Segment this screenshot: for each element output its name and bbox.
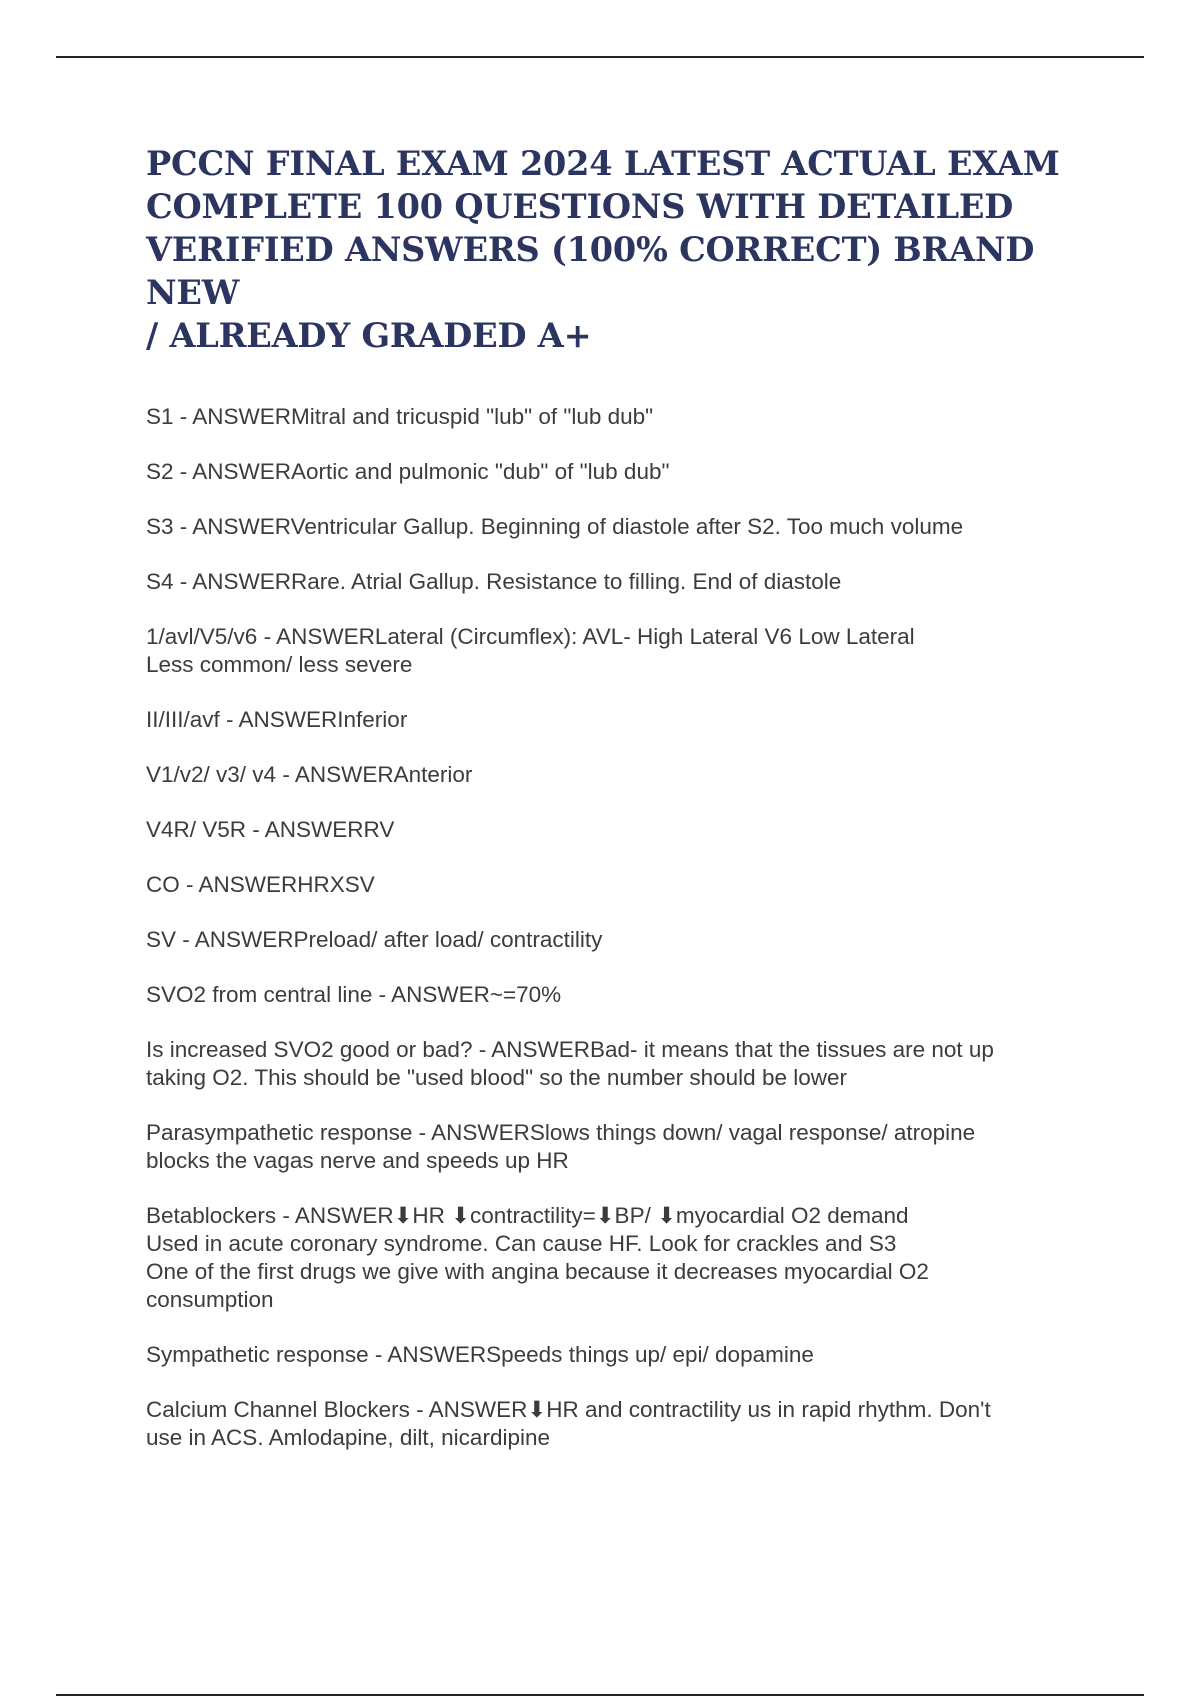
qa-entry-line: One of the first drugs we give with angina because it decreases myocardial O2: [146, 1259, 929, 1284]
qa-entry-line: Is increased SVO2 good or bad? - ANSWERBad- it means that the tissues are not up: [146, 1037, 994, 1062]
qa-entry: [146, 1396, 1106, 1452]
qa-entry-line: use in ACS. Amlodapine, dilt, nicardipine: [146, 1425, 550, 1450]
qa-entry: [146, 871, 1106, 899]
qa-entry-line: Parasympathetic response - ANSWERSlows things down/ vagal response/ atropine: [146, 1120, 976, 1145]
qa-entry-line: II/III/avf - ANSWERInferior: [146, 707, 408, 732]
qa-entry-line: S2 - ANSWERAortic and pulmonic "dub" of "lub dub": [146, 459, 670, 484]
qa-entry-line: 1/avl/V5/v6 - ANSWERLateral (Circumflex): AVL- High Lateral V6 Low Lateral: [146, 624, 915, 649]
qa-list: [146, 403, 1106, 1452]
qa-entry: [146, 926, 1106, 954]
title-line: / ALREADY GRADED A+: [146, 316, 592, 355]
qa-entry-line: S4 - ANSWERRare. Atrial Gallup. Resistance to filling. End of diastole: [146, 569, 842, 594]
qa-entry: [146, 623, 1106, 679]
qa-entry-line: Sympathetic response - ANSWERSpeeds things up/ epi/ dopamine: [146, 1342, 814, 1367]
qa-entry: [146, 1036, 1106, 1092]
title-line: VERIFIED ANSWERS (100% CORRECT) BRAND NEW: [146, 230, 1035, 312]
qa-entry-line: SVO2 from central line - ANSWER~=70%: [146, 982, 562, 1007]
qa-entry: [146, 1119, 1106, 1175]
qa-entry: [146, 513, 1106, 541]
qa-entry-line: V1/v2/ v3/ v4 - ANSWERAnterior: [146, 762, 473, 787]
qa-entry-line: taking O2. This should be "used blood" so the number should be lower: [146, 1065, 847, 1090]
qa-entry-line: CO - ANSWERHRXSV: [146, 872, 375, 897]
document-title: [146, 142, 1106, 357]
qa-entry-line: V4R/ V5R - ANSWERRV: [146, 817, 395, 842]
top-rule: [56, 56, 1144, 58]
qa-entry-line: blocks the vagas nerve and speeds up HR: [146, 1148, 569, 1173]
qa-entry-line: S3 - ANSWERVentricular Gallup. Beginning of diastole after S2. Too much volume: [146, 514, 964, 539]
qa-entry: [146, 1202, 1106, 1314]
qa-entry: [146, 706, 1106, 734]
qa-entry-line: Less common/ less severe: [146, 652, 413, 677]
qa-entry: [146, 403, 1106, 431]
qa-entry: [146, 1341, 1106, 1369]
qa-entry: [146, 568, 1106, 596]
qa-entry-line: Calcium Channel Blockers - ANSWER⬇HR and contractility us in rapid rhythm. Don't: [146, 1397, 991, 1422]
title-line: COMPLETE 100 QUESTIONS WITH DETAILED: [146, 187, 1014, 226]
qa-entry: [146, 458, 1106, 486]
qa-entry: [146, 761, 1106, 789]
qa-entry: [146, 816, 1106, 844]
title-line: PCCN FINAL EXAM 2024 LATEST ACTUAL EXAM: [146, 144, 1060, 183]
qa-entry-line: S1 - ANSWERMitral and tricuspid "lub" of "lub dub": [146, 404, 654, 429]
bottom-rule: [56, 1694, 1144, 1696]
qa-entry-line: Used in acute coronary syndrome. Can cause HF. Look for crackles and S3: [146, 1231, 897, 1256]
qa-entry-line: SV - ANSWERPreload/ after load/ contractility: [146, 927, 603, 952]
document-body: [146, 142, 1106, 1479]
qa-entry-line: consumption: [146, 1287, 274, 1312]
qa-entry: [146, 981, 1106, 1009]
qa-entry-line: Betablockers - ANSWER⬇HR ⬇contractility=⬇BP/ ⬇myocardial O2 demand: [146, 1203, 909, 1228]
